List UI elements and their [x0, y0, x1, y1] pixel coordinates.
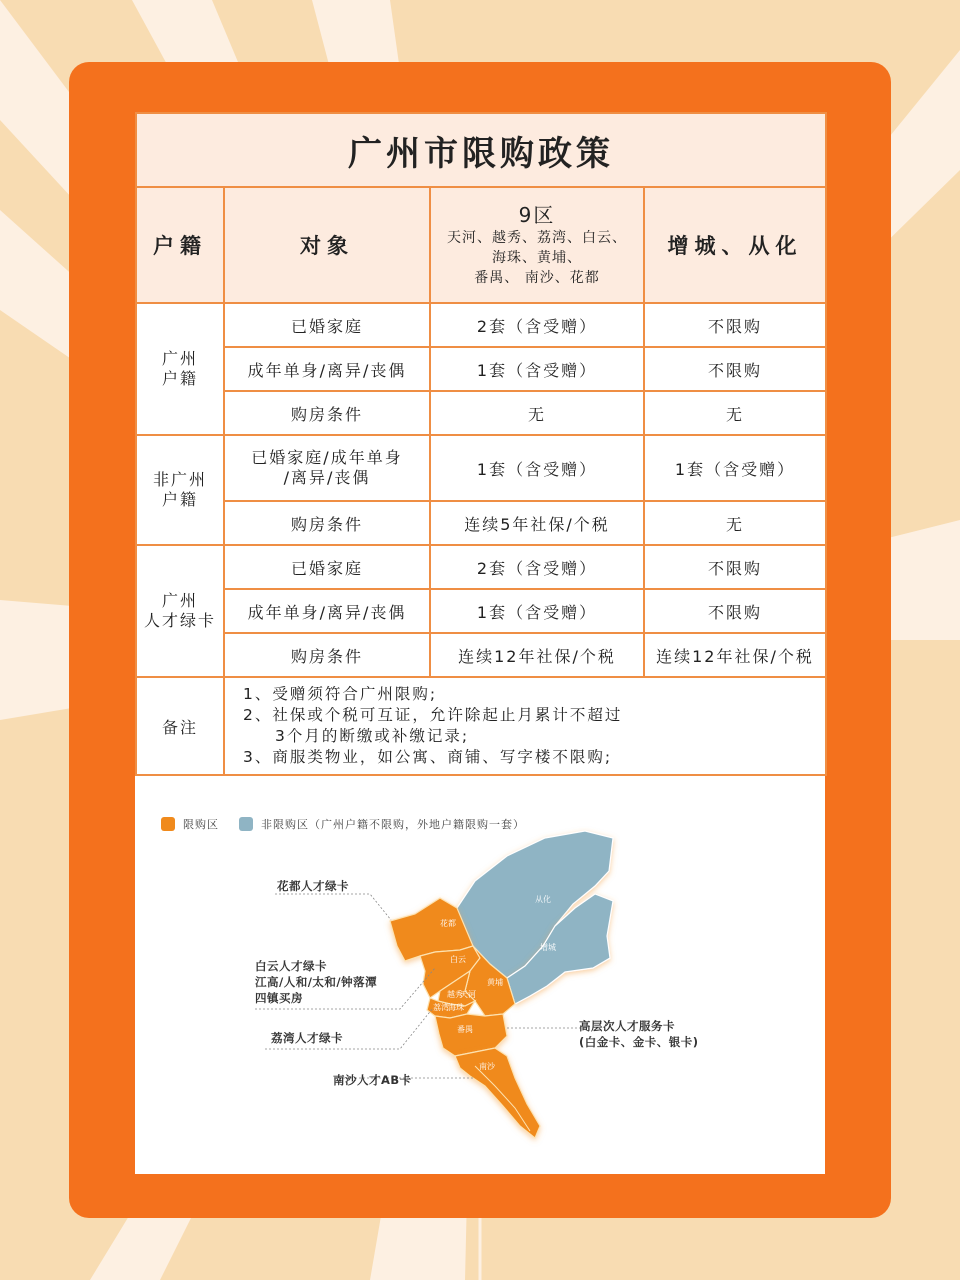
notes-row	[136, 677, 826, 775]
cell-target-line: /离异/丧偶	[283, 468, 371, 487]
svg-text:天河: 天河	[460, 990, 476, 999]
table-row	[136, 303, 826, 347]
note-line: 3个月的断缴或补缴记录;	[275, 727, 470, 745]
group-label-non-guangzhou-hukou	[136, 435, 224, 545]
callout-panyu	[579, 1018, 699, 1050]
table-row	[136, 633, 826, 677]
cell-nine-districts: 连续12年社保/个税	[430, 633, 644, 677]
note-line: 1、受赠须符合广州限购;	[243, 685, 438, 703]
group-label-line: 户籍	[161, 369, 198, 388]
group-label-guangzhou-hukou	[136, 303, 224, 435]
header-zengcheng-conghua: 增城、从化	[644, 187, 826, 303]
table-row	[136, 589, 826, 633]
cell-nine-districts: 连续5年社保/个税	[430, 501, 644, 545]
group-label-line: 户籍	[161, 490, 198, 509]
legend-label: 限购区	[183, 818, 219, 831]
cell-zc-ch: 连续12年社保/个税	[644, 633, 826, 677]
notes-label: 备注	[136, 677, 224, 775]
header-hukou: 户籍	[136, 187, 224, 303]
header-nine-districts	[430, 187, 644, 303]
svg-text:荔湾: 荔湾	[433, 1003, 449, 1012]
page-title: 广州市限购政策	[136, 113, 826, 187]
svg-text:黄埔: 黄埔	[487, 978, 503, 987]
group-label-talent-green-card	[136, 545, 224, 677]
note-line: 3、商服类物业，如公寓、商铺、写字楼不限购;	[243, 748, 613, 766]
header-nine-title: 9区	[518, 203, 556, 227]
callout-huadu: 花都人才绿卡	[277, 879, 349, 893]
svg-text:白云: 白云	[450, 955, 466, 964]
table-row	[136, 347, 826, 391]
callout-nansha: 南沙人才AB卡	[333, 1073, 412, 1087]
cell-target: 购房条件	[224, 501, 430, 545]
cell-nine-districts: 1套（含受赠）	[430, 347, 644, 391]
cell-zc-ch: 不限购	[644, 545, 826, 589]
cell-target	[224, 435, 430, 501]
cell-zc-ch: 1套（含受赠）	[644, 435, 826, 501]
callout-line: 白云人才绿卡	[255, 959, 327, 973]
callout-line: 四镇买房	[255, 991, 303, 1005]
notes-content	[224, 677, 826, 775]
callout-line: 高层次人才服务卡	[579, 1019, 675, 1033]
cell-target-line: 已婚家庭/成年单身	[251, 448, 403, 467]
svg-text:增城: 增城	[540, 943, 556, 952]
callout-line: 江高/人和/太和/钟落潭	[255, 975, 378, 989]
callout-liwan: 荔湾人才绿卡	[271, 1031, 343, 1045]
note-line: 2、社保或个税可互证，允许除起止月累计不超过	[243, 706, 623, 724]
district-nansha	[455, 1048, 540, 1138]
callout-baiyun	[255, 958, 377, 1006]
cell-zc-ch: 不限购	[644, 303, 826, 347]
policy-card	[135, 112, 825, 1174]
header-nine-list-1: 天河、越秀、荔湾、白云、	[447, 230, 627, 246]
svg-text:番禺: 番禺	[457, 1025, 473, 1034]
group-label-line: 广州	[161, 591, 198, 610]
table-row	[136, 501, 826, 545]
callout-line: (白金卡、金卡、银卡)	[579, 1035, 699, 1049]
district-map	[135, 786, 825, 1174]
svg-text:南沙: 南沙	[479, 1062, 495, 1071]
table-row	[136, 545, 826, 589]
svg-text:海珠: 海珠	[448, 1003, 464, 1012]
cell-zc-ch: 不限购	[644, 589, 826, 633]
svg-text:从化: 从化	[535, 895, 551, 904]
cell-target: 购房条件	[224, 391, 430, 435]
cell-target: 成年单身/离异/丧偶	[224, 347, 430, 391]
cell-nine-districts: 2套（含受赠）	[430, 545, 644, 589]
table-row	[136, 391, 826, 435]
cell-target: 已婚家庭	[224, 545, 430, 589]
guangzhou-map-graphic	[135, 786, 825, 1174]
cell-target: 已婚家庭	[224, 303, 430, 347]
cell-nine-districts: 1套（含受赠）	[430, 589, 644, 633]
cell-nine-districts: 1套（含受赠）	[430, 435, 644, 501]
legend-label: 非限购区（广州户籍不限购，外地户籍限购一套）	[261, 818, 525, 831]
svg-text:越秀: 越秀	[447, 990, 463, 999]
cell-target: 成年单身/离异/丧偶	[224, 589, 430, 633]
cell-zc-ch: 无	[644, 501, 826, 545]
cell-target: 购房条件	[224, 633, 430, 677]
table-row	[136, 435, 826, 501]
policy-table	[135, 112, 827, 776]
header-target: 对象	[224, 187, 430, 303]
group-label-line: 广州	[161, 349, 198, 368]
header-nine-list-2: 海珠、黄埔、	[492, 250, 582, 266]
group-label-line: 非广州	[152, 470, 207, 489]
svg-text:花都: 花都	[440, 919, 456, 928]
group-label-line: 人才绿卡	[143, 611, 216, 630]
header-nine-list-3: 番禺、 南沙、花都	[474, 270, 600, 286]
cell-nine-districts: 无	[430, 391, 644, 435]
cell-nine-districts: 2套（含受赠）	[430, 303, 644, 347]
cell-zc-ch: 无	[644, 391, 826, 435]
cell-zc-ch: 不限购	[644, 347, 826, 391]
